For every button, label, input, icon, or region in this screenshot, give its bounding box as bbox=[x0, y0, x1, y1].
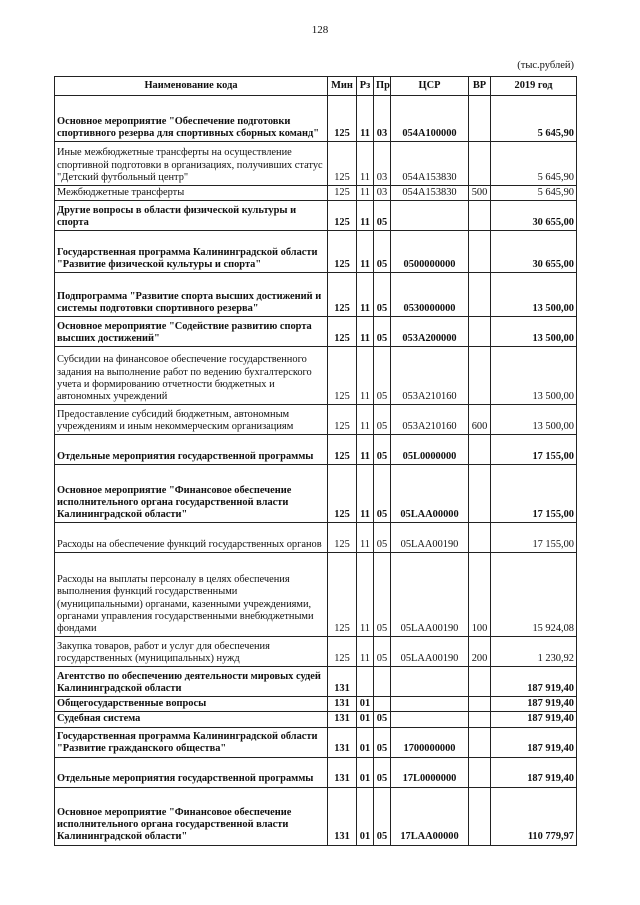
cell-amount: 110 779,97 bbox=[491, 787, 577, 845]
cell-amount: 5 645,90 bbox=[491, 142, 577, 186]
cell-vr bbox=[469, 435, 491, 465]
cell-pr: 03 bbox=[374, 142, 391, 186]
cell-pr: 05 bbox=[374, 201, 391, 231]
cell-amount: 187 919,40 bbox=[491, 697, 577, 712]
cell-amount: 13 500,00 bbox=[491, 317, 577, 347]
cell-pr: 05 bbox=[374, 405, 391, 435]
cell-min: 125 bbox=[328, 347, 357, 405]
table-row bbox=[55, 186, 577, 201]
cell-rz: 01 bbox=[357, 727, 374, 757]
cell-amount: 13 500,00 bbox=[491, 405, 577, 435]
table-row bbox=[55, 273, 577, 317]
cell-csr: 05LAA00190 bbox=[391, 637, 469, 667]
cell-csr: 0530000000 bbox=[391, 273, 469, 317]
cell-amount: 30 655,00 bbox=[491, 231, 577, 273]
cell-pr: 03 bbox=[374, 186, 391, 201]
cell-vr bbox=[469, 347, 491, 405]
cell-name: Межбюджетные трансферты bbox=[55, 186, 328, 201]
table-row bbox=[55, 142, 577, 186]
cell-csr: 053A210160 bbox=[391, 347, 469, 405]
cell-name: Расходы на обеспечение функций государственных органов bbox=[55, 523, 328, 553]
col-header-csr: ЦСР bbox=[391, 77, 469, 96]
cell-name: Государственная программа Калининградской области "Развитие физической культуры и спорта" bbox=[55, 231, 328, 273]
cell-name: Субсидии на финансовое обеспечение государственного задания на выполнение работ по ведению бухгалтерского учета и формированию отчетности бюджетных и автономных учреждений bbox=[55, 347, 328, 405]
cell-vr bbox=[469, 523, 491, 553]
cell-min: 125 bbox=[328, 317, 357, 347]
table-row bbox=[55, 712, 577, 727]
cell-pr: 05 bbox=[374, 712, 391, 727]
cell-rz: 01 bbox=[357, 712, 374, 727]
cell-rz: 11 bbox=[357, 96, 374, 142]
table-row bbox=[55, 787, 577, 845]
cell-amount: 187 919,40 bbox=[491, 712, 577, 727]
cell-vr bbox=[469, 96, 491, 142]
table-row bbox=[55, 317, 577, 347]
cell-amount: 30 655,00 bbox=[491, 201, 577, 231]
cell-name: Иные межбюджетные трансферты на осуществление спортивной подготовки в организациях, получивших статус "Детский футбольный центр" bbox=[55, 142, 328, 186]
cell-vr bbox=[469, 273, 491, 317]
col-header-amount: 2019 год bbox=[491, 77, 577, 96]
cell-csr: 054A153830 bbox=[391, 186, 469, 201]
cell-name: Агентство по обеспечению деятельности мировых судей Калининградской области bbox=[55, 667, 328, 697]
cell-name: Подпрограмма "Развитие спорта высших достижений и системы подготовки спортивного резерва" bbox=[55, 273, 328, 317]
cell-min: 125 bbox=[328, 435, 357, 465]
cell-csr: 054A100000 bbox=[391, 96, 469, 142]
cell-csr bbox=[391, 201, 469, 231]
cell-amount: 187 919,40 bbox=[491, 757, 577, 787]
cell-vr bbox=[469, 231, 491, 273]
cell-csr bbox=[391, 712, 469, 727]
table-row bbox=[55, 405, 577, 435]
cell-name: Предоставление субсидий бюджетным, автономным учреждениям и иным некоммерческим организациям bbox=[55, 405, 328, 435]
cell-min: 125 bbox=[328, 201, 357, 231]
cell-rz: 11 bbox=[357, 553, 374, 637]
cell-pr: 05 bbox=[374, 347, 391, 405]
cell-csr: 054A153830 bbox=[391, 142, 469, 186]
table-row bbox=[55, 435, 577, 465]
cell-min: 125 bbox=[328, 142, 357, 186]
cell-pr: 03 bbox=[374, 96, 391, 142]
cell-csr: 05LAA00190 bbox=[391, 553, 469, 637]
cell-amount: 5 645,90 bbox=[491, 186, 577, 201]
cell-min: 131 bbox=[328, 697, 357, 712]
cell-csr: 17LAA00000 bbox=[391, 787, 469, 845]
cell-csr: 05L0000000 bbox=[391, 435, 469, 465]
cell-amount: 1 230,92 bbox=[491, 637, 577, 667]
cell-pr: 05 bbox=[374, 317, 391, 347]
col-header-pr: Пр bbox=[374, 77, 391, 96]
cell-min: 125 bbox=[328, 465, 357, 523]
cell-rz: 01 bbox=[357, 787, 374, 845]
cell-rz: 11 bbox=[357, 435, 374, 465]
cell-amount: 13 500,00 bbox=[491, 347, 577, 405]
table-row bbox=[55, 201, 577, 231]
cell-min: 131 bbox=[328, 667, 357, 697]
cell-csr: 0500000000 bbox=[391, 231, 469, 273]
cell-csr: 17L0000000 bbox=[391, 757, 469, 787]
cell-rz: 01 bbox=[357, 757, 374, 787]
cell-csr: 053A200000 bbox=[391, 317, 469, 347]
cell-pr: 05 bbox=[374, 757, 391, 787]
cell-vr: 500 bbox=[469, 186, 491, 201]
cell-pr: 05 bbox=[374, 787, 391, 845]
units-label: (тыс.рублей) bbox=[517, 60, 574, 71]
cell-vr bbox=[469, 317, 491, 347]
cell-vr bbox=[469, 201, 491, 231]
cell-rz: 11 bbox=[357, 317, 374, 347]
col-header-name: Наименование кода bbox=[55, 77, 328, 96]
cell-rz: 11 bbox=[357, 201, 374, 231]
cell-csr: 053A210160 bbox=[391, 405, 469, 435]
cell-rz: 11 bbox=[357, 465, 374, 523]
cell-csr: 05LAA00190 bbox=[391, 523, 469, 553]
cell-vr bbox=[469, 757, 491, 787]
col-header-rz: Рз bbox=[357, 77, 374, 96]
table-row bbox=[55, 727, 577, 757]
cell-name: Отдельные мероприятия государственной программы bbox=[55, 435, 328, 465]
cell-vr bbox=[469, 727, 491, 757]
cell-vr: 600 bbox=[469, 405, 491, 435]
cell-pr: 05 bbox=[374, 637, 391, 667]
cell-csr bbox=[391, 697, 469, 712]
table-row bbox=[55, 96, 577, 142]
cell-rz bbox=[357, 667, 374, 697]
cell-vr: 100 bbox=[469, 553, 491, 637]
cell-name: Отдельные мероприятия государственной программы bbox=[55, 757, 328, 787]
cell-csr bbox=[391, 667, 469, 697]
cell-amount: 17 155,00 bbox=[491, 435, 577, 465]
cell-min: 125 bbox=[328, 637, 357, 667]
cell-vr bbox=[469, 697, 491, 712]
cell-pr: 05 bbox=[374, 523, 391, 553]
cell-rz: 11 bbox=[357, 231, 374, 273]
col-header-vr: ВР bbox=[469, 77, 491, 96]
cell-name: Судебная система bbox=[55, 712, 328, 727]
cell-rz: 11 bbox=[357, 523, 374, 553]
cell-rz: 11 bbox=[357, 347, 374, 405]
cell-rz: 11 bbox=[357, 637, 374, 667]
col-header-min: Мин bbox=[328, 77, 357, 96]
table-row bbox=[55, 523, 577, 553]
cell-name: Основное мероприятие "Финансовое обеспечение исполнительного органа государственной власти Калининградской области" bbox=[55, 465, 328, 523]
cell-vr bbox=[469, 465, 491, 523]
cell-name: Общегосударственные вопросы bbox=[55, 697, 328, 712]
table-row bbox=[55, 757, 577, 787]
cell-pr: 05 bbox=[374, 273, 391, 317]
table-row bbox=[55, 465, 577, 523]
cell-csr: 05LAA00000 bbox=[391, 465, 469, 523]
cell-name: Расходы на выплаты персоналу в целях обеспечения выполнения функций государственными (муниципальными) органами, казенными учреждениями, органами управления государственными внебюджетными фондами bbox=[55, 553, 328, 637]
cell-min: 125 bbox=[328, 523, 357, 553]
cell-amount: 17 155,00 bbox=[491, 523, 577, 553]
cell-amount: 187 919,40 bbox=[491, 727, 577, 757]
cell-amount: 15 924,08 bbox=[491, 553, 577, 637]
cell-min: 131 bbox=[328, 712, 357, 727]
cell-name: Государственная программа Калининградской области "Развитие гражданского общества" bbox=[55, 727, 328, 757]
cell-min: 125 bbox=[328, 405, 357, 435]
cell-csr: 1700000000 bbox=[391, 727, 469, 757]
cell-vr: 200 bbox=[469, 637, 491, 667]
cell-pr: 05 bbox=[374, 435, 391, 465]
cell-amount: 13 500,00 bbox=[491, 273, 577, 317]
table-row bbox=[55, 697, 577, 712]
cell-min: 125 bbox=[328, 553, 357, 637]
cell-name: Закупка товаров, работ и услуг для обеспечения государственных (муниципальных) нужд bbox=[55, 637, 328, 667]
cell-vr bbox=[469, 787, 491, 845]
table-row bbox=[55, 231, 577, 273]
cell-rz: 11 bbox=[357, 186, 374, 201]
table-row bbox=[55, 667, 577, 697]
table-row bbox=[55, 347, 577, 405]
cell-amount: 17 155,00 bbox=[491, 465, 577, 523]
cell-min: 125 bbox=[328, 231, 357, 273]
cell-min: 131 bbox=[328, 757, 357, 787]
cell-pr: 05 bbox=[374, 553, 391, 637]
cell-name: Основное мероприятие "Содействие развитию спорта высших достижений" bbox=[55, 317, 328, 347]
cell-pr: 05 bbox=[374, 727, 391, 757]
cell-rz: 11 bbox=[357, 273, 374, 317]
table-row bbox=[55, 553, 577, 637]
cell-min: 125 bbox=[328, 96, 357, 142]
budget-table bbox=[54, 76, 577, 846]
cell-name: Основное мероприятие "Обеспечение подготовки спортивного резерва для спортивных сборных команд" bbox=[55, 96, 328, 142]
table-row bbox=[55, 637, 577, 667]
cell-amount: 5 645,90 bbox=[491, 96, 577, 142]
cell-pr: 05 bbox=[374, 231, 391, 273]
cell-pr: 05 bbox=[374, 465, 391, 523]
page-number: 128 bbox=[311, 24, 329, 36]
cell-rz: 01 bbox=[357, 697, 374, 712]
cell-min: 125 bbox=[328, 273, 357, 317]
table-header-row bbox=[55, 77, 577, 96]
cell-pr bbox=[374, 667, 391, 697]
cell-rz: 11 bbox=[357, 405, 374, 435]
cell-name: Другие вопросы в области физической культуры и спорта bbox=[55, 201, 328, 231]
cell-min: 131 bbox=[328, 727, 357, 757]
cell-amount: 187 919,40 bbox=[491, 667, 577, 697]
cell-rz: 11 bbox=[357, 142, 374, 186]
cell-min: 125 bbox=[328, 186, 357, 201]
cell-vr bbox=[469, 667, 491, 697]
cell-pr bbox=[374, 697, 391, 712]
cell-vr bbox=[469, 712, 491, 727]
cell-min: 131 bbox=[328, 787, 357, 845]
cell-vr bbox=[469, 142, 491, 186]
cell-name: Основное мероприятие "Финансовое обеспечение исполнительного органа государственной власти Калининградской области" bbox=[55, 787, 328, 845]
